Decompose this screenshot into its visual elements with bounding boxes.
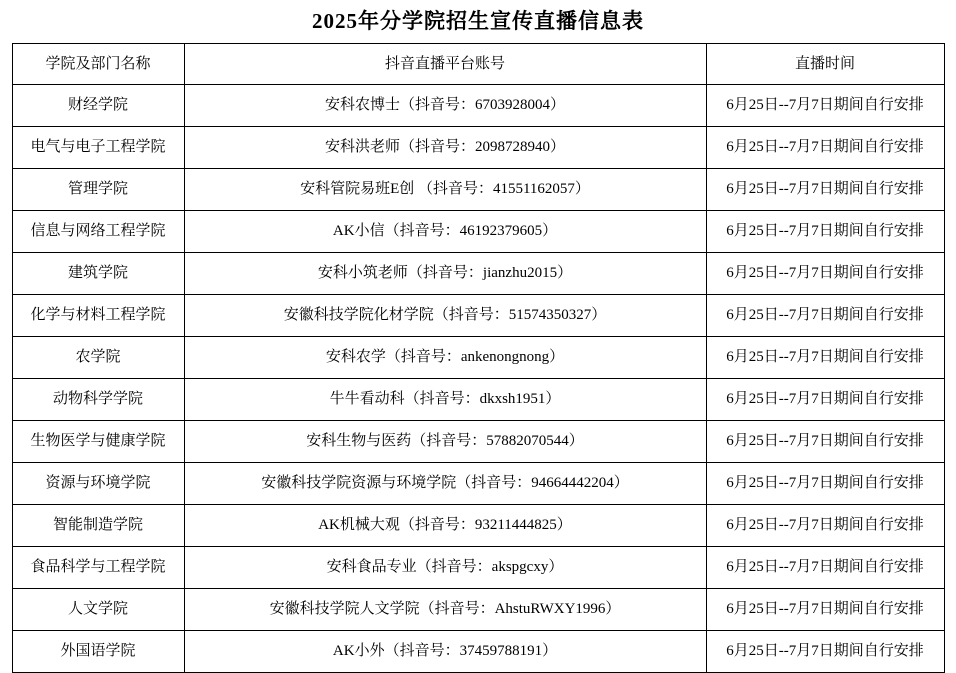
- cell-time: 6月25日--7月7日期间自行安排: [706, 211, 944, 253]
- cell-department: 电气与电子工程学院: [12, 127, 184, 169]
- cell-department: 动物科学学院: [12, 379, 184, 421]
- table-row: [12, 295, 944, 337]
- cell-department: 外国语学院: [12, 631, 184, 673]
- cell-department: 建筑学院: [12, 253, 184, 295]
- cell-department: 化学与材料工程学院: [12, 295, 184, 337]
- cell-department: 管理学院: [12, 169, 184, 211]
- cell-account: AK机械大观（抖音号：93211444825）: [184, 505, 706, 547]
- cell-time: 6月25日--7月7日期间自行安排: [706, 547, 944, 589]
- table-row: [12, 631, 944, 673]
- table-row: [12, 589, 944, 631]
- broadcast-info-table: [12, 43, 945, 673]
- cell-time: 6月25日--7月7日期间自行安排: [706, 589, 944, 631]
- cell-account: 安科生物与医药（抖音号：57882070544）: [184, 421, 706, 463]
- cell-account: 安科小筑老师（抖音号：jianzhu2015）: [184, 253, 706, 295]
- table-body: [12, 85, 944, 673]
- table-row: [12, 421, 944, 463]
- cell-time: 6月25日--7月7日期间自行安排: [706, 337, 944, 379]
- cell-account: 牛牛看动科（抖音号：dkxsh1951）: [184, 379, 706, 421]
- cell-time: 6月25日--7月7日期间自行安排: [706, 169, 944, 211]
- table-row: [12, 337, 944, 379]
- cell-department: 信息与网络工程学院: [12, 211, 184, 253]
- cell-account: 安徽科技学院化材学院（抖音号：51574350327）: [184, 295, 706, 337]
- table-row: [12, 463, 944, 505]
- table-row: [12, 505, 944, 547]
- cell-time: 6月25日--7月7日期间自行安排: [706, 505, 944, 547]
- cell-account: AK小外（抖音号：37459788191）: [184, 631, 706, 673]
- cell-account: 安科农博士（抖音号：6703928004）: [184, 85, 706, 127]
- table-row: [12, 253, 944, 295]
- cell-time: 6月25日--7月7日期间自行安排: [706, 379, 944, 421]
- cell-time: 6月25日--7月7日期间自行安排: [706, 127, 944, 169]
- cell-account: 安科食品专业（抖音号：akspgcxy）: [184, 547, 706, 589]
- table-row: [12, 127, 944, 169]
- cell-time: 6月25日--7月7日期间自行安排: [706, 295, 944, 337]
- cell-time: 6月25日--7月7日期间自行安排: [706, 421, 944, 463]
- cell-account: 安科洪老师（抖音号：2098728940）: [184, 127, 706, 169]
- cell-department: 人文学院: [12, 589, 184, 631]
- cell-time: 6月25日--7月7日期间自行安排: [706, 463, 944, 505]
- cell-department: 生物医学与健康学院: [12, 421, 184, 463]
- cell-account: 安徽科技学院人文学院（抖音号：AhstuRWXY1996）: [184, 589, 706, 631]
- cell-time: 6月25日--7月7日期间自行安排: [706, 85, 944, 127]
- table-header-row: [12, 44, 944, 85]
- cell-time: 6月25日--7月7日期间自行安排: [706, 631, 944, 673]
- column-header-account: 抖音直播平台账号: [184, 44, 706, 85]
- table-row: [12, 169, 944, 211]
- table-header: [12, 44, 944, 85]
- table-row: [12, 379, 944, 421]
- cell-account: AK小信（抖音号：46192379605）: [184, 211, 706, 253]
- cell-department: 农学院: [12, 337, 184, 379]
- page-title: 2025年分学院招生宣传直播信息表: [312, 9, 644, 33]
- cell-department: 食品科学与工程学院: [12, 547, 184, 589]
- cell-account: 安科农学（抖音号：ankenongnong）: [184, 337, 706, 379]
- cell-account: 安徽科技学院资源与环境学院（抖音号：94664442204）: [184, 463, 706, 505]
- cell-time: 6月25日--7月7日期间自行安排: [706, 253, 944, 295]
- cell-department: 财经学院: [12, 85, 184, 127]
- table-row: [12, 547, 944, 589]
- cell-account: 安科管院易班E创 （抖音号：41551162057）: [184, 169, 706, 211]
- table-row: [12, 85, 944, 127]
- cell-department: 资源与环境学院: [12, 463, 184, 505]
- column-header-department: 学院及部门名称: [12, 44, 184, 85]
- cell-department: 智能制造学院: [12, 505, 184, 547]
- column-header-time: 直播时间: [706, 44, 944, 85]
- table-row: [12, 211, 944, 253]
